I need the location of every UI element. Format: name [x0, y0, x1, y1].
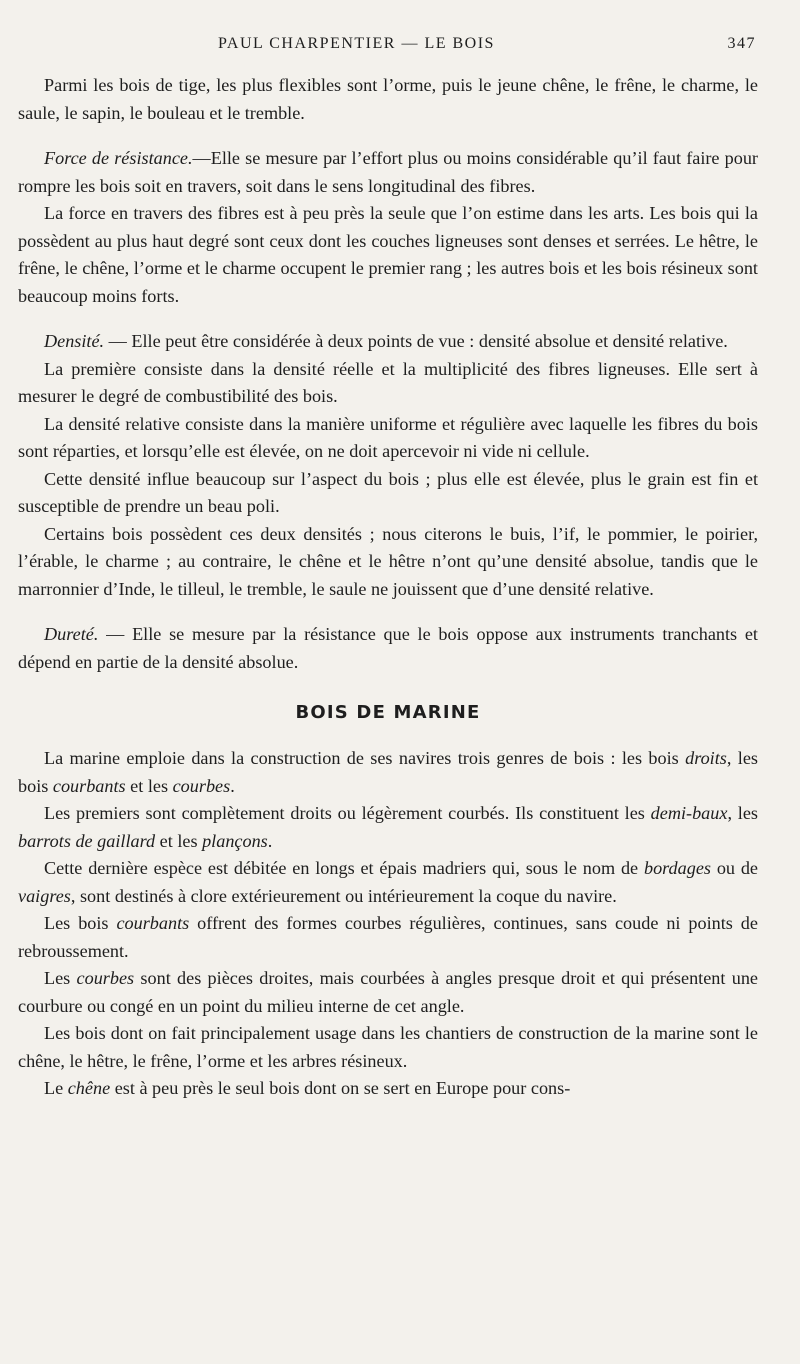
paragraph-marine-5: Les courbes sont des pièces droites, mais courbées à angles presque droit et qui présentent une courbure ou congé en un point du milieu interne de cet angle.	[18, 968, 758, 1016]
paragraph-marine-1: La marine emploie dans la construction de ses navires trois genres de bois : les bois droits, les bois courbants et les courbes.	[18, 748, 758, 796]
paragraph-densite-2: La première consiste dans la densité réelle et la multiplicité des fibres ligneuses. Elle sert à mesurer le degré de combustibilité des bois.	[18, 358, 758, 406]
paragraph-marine-2: Les premiers sont complètement droits ou légèrement courbés. Ils constituent les demi-baux, les barrots de gaillard et les plançons.	[18, 803, 758, 851]
paragraph-flexibles: Parmi les bois de tige, les plus flexibles sont l’orme, puis le jeune chêne, le frêne, le charme, le saule, le sapin, le bouleau et le tremble.	[18, 75, 758, 123]
page-number: 347	[727, 35, 756, 52]
paragraph-densite-4: Cette densité influe beaucoup sur l’aspect du bois ; plus elle est élevée, plus le grain est fin et susceptible de prendre un beau poli.	[18, 468, 758, 516]
lead-force: Force de résistance.	[44, 148, 193, 168]
text-densite-1: — Elle peut être considérée à deux points de vue : densité absolue et densité relative.	[104, 331, 728, 351]
paragraph-marine-4: Les bois courbants offrent des formes courbes régulières, continues, sans coude ni points de rebroussement.	[18, 913, 758, 961]
paragraph-force-1	[18, 145, 758, 200]
lead-densite: Densité.	[44, 331, 105, 351]
page-body	[18, 72, 758, 1103]
paragraph-densite-5: Certains bois possèdent ces deux densités ; nous citerons le buis, l’if, le pommier, le poirier, l’érable, le charme ; au contraire, le chêne et le hêtre n’ont qu’une densité absolue, tandis que le marronnier d’Inde, le tilleul, le tremble, le saule ne jouissent que d’une densité relative.	[18, 523, 758, 599]
paragraph-densite-1	[18, 328, 758, 356]
paragraph-durete	[18, 621, 758, 676]
running-header	[0, 35, 800, 57]
lead-durete: Dureté.	[44, 624, 99, 644]
paragraph-marine-3: Cette dernière espèce est débitée en longs et épais madriers qui, sous le nom de bordages ou de vaigres, sont destinés à clore extérieurement ou intérieurement la coque du navire.	[18, 858, 759, 906]
text-force-1: —Elle se mesure par l’effort plus ou moins considérable qu’il faut faire pour rompre les bois soit en travers, soit dans le sens longitudinal des fibres.	[18, 148, 758, 196]
paragraph-densite-3: La densité relative consiste dans la manière uniforme et régulière avec laquelle les fibres du bois sont réparties, et lorsqu’elle est élevée, on ne doit apercevoir ni vide ni cellule.	[18, 413, 758, 461]
paragraph-marine-7: Le chêne est à peu près le seul bois dont on se sert en Europe pour cons-	[44, 1078, 571, 1098]
text-durete: — Elle se mesure par la résistance que le bois oppose aux instruments tranchants et dépend en partie de la densité absolue.	[18, 624, 758, 672]
section-heading-bois-de-marine: BOIS DE MARINE	[295, 702, 481, 723]
running-title: PAUL CHARPENTIER — LE BOIS	[218, 35, 495, 52]
paragraph-marine-6: Les bois dont on fait principalement usage dans les chantiers de construction de la marine sont le chêne, le hêtre, le frêne, l’orme et les arbres résineux.	[18, 1023, 758, 1071]
paragraph-force-2: La force en travers des fibres est à peu près la seule que l’on estime dans les arts. Les bois qui la possèdent au plus haut degré sont ceux dont les couches ligneuses sont denses et serrées. Le hêtre, le frêne, le chêne, l’orme et le charme occupent le premier rang ; les autres bois et les bois résineux sont beaucoup moins forts.	[18, 203, 758, 306]
